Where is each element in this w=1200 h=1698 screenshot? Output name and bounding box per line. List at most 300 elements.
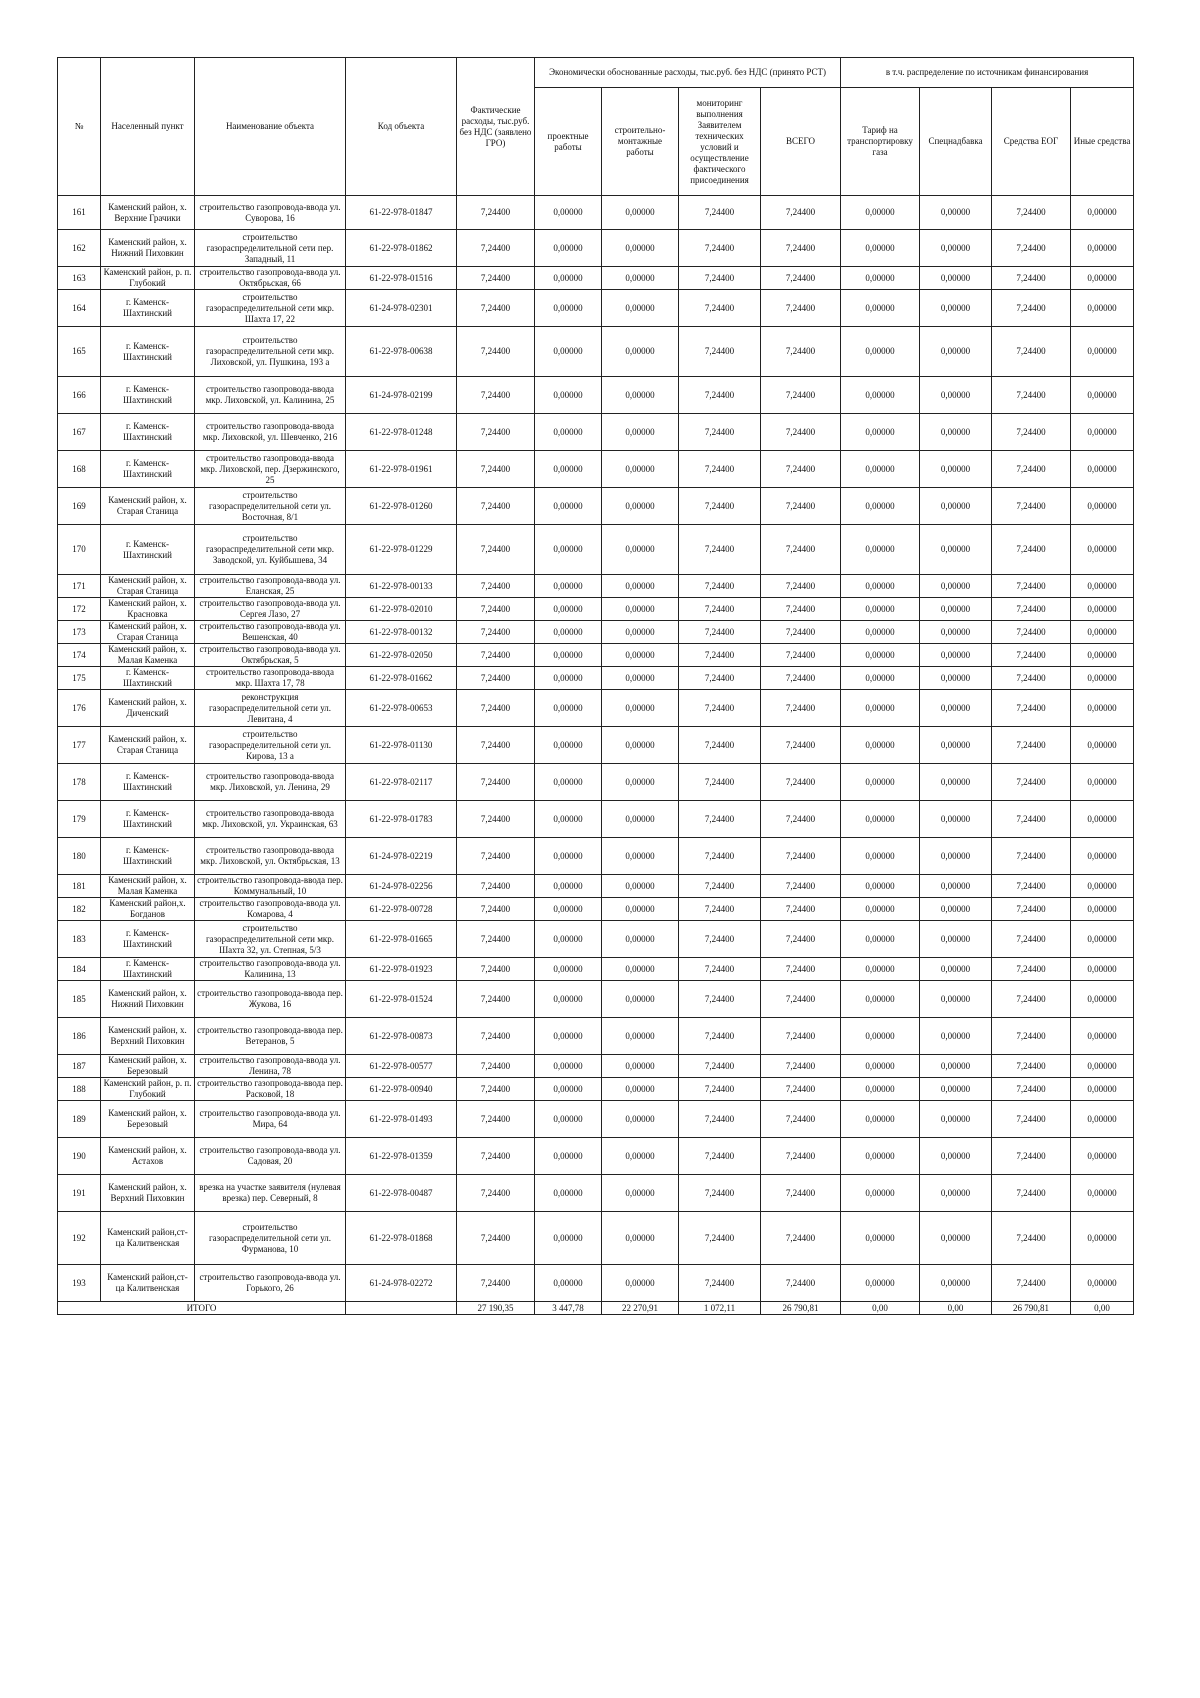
cell-surcharge: 0,00000 — [920, 801, 992, 838]
cell-object-name: строительство газопровода-ввода мкр. Лиховской, ул. Шевченко, 216 — [195, 414, 346, 451]
cell-project: 0,00000 — [535, 327, 602, 377]
header-monitoring: мониторинг выполнения Заявителем технических условий и осуществление фактического присоединения — [679, 88, 761, 196]
cell-other: 0,00000 — [1071, 921, 1134, 958]
cell-tariff: 0,00000 — [841, 230, 920, 267]
header-tariff: Тариф на транспортировку газа — [841, 88, 920, 196]
cell-other: 0,00000 — [1071, 764, 1134, 801]
cell-tariff: 0,00000 — [841, 875, 920, 898]
cell-monitoring: 7,24400 — [679, 1265, 761, 1302]
cell-actual: 7,24400 — [457, 1175, 535, 1212]
cell-actual: 7,24400 — [457, 801, 535, 838]
cell-object-name: строительство газораспределительной сети мкр. Заводской, ул. Куйбышева, 34 — [195, 525, 346, 575]
cell-surcharge: 0,00000 — [920, 875, 992, 898]
cell-project: 0,00000 — [535, 801, 602, 838]
cell-object-code: 61-22-978-02050 — [346, 644, 457, 667]
cell-object-code: 61-22-978-00940 — [346, 1078, 457, 1101]
cell-tariff: 0,00000 — [841, 727, 920, 764]
cell-object-code: 61-24-978-02301 — [346, 290, 457, 327]
totals-other: 0,00 — [1071, 1302, 1134, 1315]
cell-tariff: 0,00000 — [841, 1138, 920, 1175]
cell-monitoring: 7,24400 — [679, 727, 761, 764]
cell-surcharge: 0,00000 — [920, 525, 992, 575]
header-financing-sources-group: в т.ч. распределение по источникам финансирования — [841, 58, 1134, 88]
cell-object-code: 61-24-978-02219 — [346, 838, 457, 875]
cell-actual: 7,24400 — [457, 621, 535, 644]
cell-eog: 7,24400 — [992, 1078, 1071, 1101]
cell-project: 0,00000 — [535, 1078, 602, 1101]
cell-num: 161 — [58, 196, 101, 230]
cell-num: 193 — [58, 1265, 101, 1302]
cell-project: 0,00000 — [535, 1265, 602, 1302]
cell-tariff: 0,00000 — [841, 488, 920, 525]
cell-tariff: 0,00000 — [841, 764, 920, 801]
cell-other: 0,00000 — [1071, 898, 1134, 921]
table-body — [58, 196, 1134, 1302]
cell-total: 7,24400 — [761, 875, 841, 898]
cell-surcharge: 0,00000 — [920, 621, 992, 644]
cell-construction: 0,00000 — [602, 1078, 679, 1101]
cell-construction: 0,00000 — [602, 488, 679, 525]
cell-surcharge: 0,00000 — [920, 898, 992, 921]
cost-table — [57, 57, 1134, 1315]
cell-total: 7,24400 — [761, 1265, 841, 1302]
cell-object-name: строительство газопровода-ввода ул. Садовая, 20 — [195, 1138, 346, 1175]
cell-other: 0,00000 — [1071, 290, 1134, 327]
cell-locality: г. Каменск-Шахтинский — [101, 801, 195, 838]
cell-other: 0,00000 — [1071, 981, 1134, 1018]
cell-project: 0,00000 — [535, 377, 602, 414]
table-row — [58, 488, 1134, 525]
cell-other: 0,00000 — [1071, 727, 1134, 764]
cell-locality: Каменский район,ст-ца Калитвенская — [101, 1212, 195, 1265]
cell-locality: Каменский район, р. п. Глубокий — [101, 267, 195, 290]
cell-project: 0,00000 — [535, 1138, 602, 1175]
cell-total: 7,24400 — [761, 958, 841, 981]
cell-actual: 7,24400 — [457, 196, 535, 230]
cell-other: 0,00000 — [1071, 525, 1134, 575]
cell-monitoring: 7,24400 — [679, 327, 761, 377]
cell-eog: 7,24400 — [992, 327, 1071, 377]
cell-actual: 7,24400 — [457, 525, 535, 575]
cell-num: 162 — [58, 230, 101, 267]
cell-monitoring: 7,24400 — [679, 621, 761, 644]
cell-project: 0,00000 — [535, 196, 602, 230]
cell-num: 192 — [58, 1212, 101, 1265]
cell-locality: Каменский район, х. Березовый — [101, 1101, 195, 1138]
table-row — [58, 875, 1134, 898]
cell-locality: г. Каменск-Шахтинский — [101, 377, 195, 414]
cell-tariff: 0,00000 — [841, 451, 920, 488]
cell-locality: Каменский район,ст-ца Калитвенская — [101, 1265, 195, 1302]
cell-locality: Каменский район, х. Малая Каменка — [101, 644, 195, 667]
table-row — [58, 290, 1134, 327]
cell-actual: 7,24400 — [457, 958, 535, 981]
cell-other: 0,00000 — [1071, 230, 1134, 267]
cell-other: 0,00000 — [1071, 838, 1134, 875]
cell-tariff: 0,00000 — [841, 801, 920, 838]
table-row — [58, 377, 1134, 414]
cell-other: 0,00000 — [1071, 958, 1134, 981]
cell-num: 168 — [58, 451, 101, 488]
table-row — [58, 267, 1134, 290]
cell-construction: 0,00000 — [602, 801, 679, 838]
cell-construction: 0,00000 — [602, 1055, 679, 1078]
cell-locality: г. Каменск-Шахтинский — [101, 414, 195, 451]
cell-num: 184 — [58, 958, 101, 981]
cell-construction: 0,00000 — [602, 690, 679, 727]
cell-total: 7,24400 — [761, 488, 841, 525]
cell-surcharge: 0,00000 — [920, 488, 992, 525]
cell-other: 0,00000 — [1071, 1212, 1134, 1265]
cell-surcharge: 0,00000 — [920, 667, 992, 690]
table-row — [58, 1212, 1134, 1265]
cell-object-code: 61-22-978-01260 — [346, 488, 457, 525]
cell-eog: 7,24400 — [992, 1055, 1071, 1078]
cell-total: 7,24400 — [761, 196, 841, 230]
table-row — [58, 1101, 1134, 1138]
cell-surcharge: 0,00000 — [920, 690, 992, 727]
table-row — [58, 1018, 1134, 1055]
cell-actual: 7,24400 — [457, 1018, 535, 1055]
cell-surcharge: 0,00000 — [920, 727, 992, 764]
cell-surcharge: 0,00000 — [920, 230, 992, 267]
cell-total: 7,24400 — [761, 838, 841, 875]
cell-locality: Каменский район, х. Верхний Пиховкин — [101, 1018, 195, 1055]
cell-total: 7,24400 — [761, 690, 841, 727]
cell-actual: 7,24400 — [457, 838, 535, 875]
cell-object-name: строительство газопровода-ввода ул. Сергея Лазо, 27 — [195, 598, 346, 621]
cell-monitoring: 7,24400 — [679, 414, 761, 451]
cell-construction: 0,00000 — [602, 958, 679, 981]
cell-eog: 7,24400 — [992, 1265, 1071, 1302]
header-total: ВСЕГО — [761, 88, 841, 196]
table-row — [58, 230, 1134, 267]
cell-construction: 0,00000 — [602, 1101, 679, 1138]
cell-object-code: 61-22-978-01868 — [346, 1212, 457, 1265]
cell-project: 0,00000 — [535, 875, 602, 898]
cell-locality: Каменский район, х. Верхние Грачики — [101, 196, 195, 230]
cell-other: 0,00000 — [1071, 598, 1134, 621]
cell-project: 0,00000 — [535, 1018, 602, 1055]
totals-eog: 26 790,81 — [992, 1302, 1071, 1315]
cell-eog: 7,24400 — [992, 598, 1071, 621]
cell-num: 174 — [58, 644, 101, 667]
cell-surcharge: 0,00000 — [920, 1175, 992, 1212]
cell-eog: 7,24400 — [992, 958, 1071, 981]
cell-num: 164 — [58, 290, 101, 327]
cell-surcharge: 0,00000 — [920, 327, 992, 377]
cell-construction: 0,00000 — [602, 727, 679, 764]
cell-monitoring: 7,24400 — [679, 801, 761, 838]
cell-locality: Каменский район, х. Старая Станица — [101, 575, 195, 598]
cell-eog: 7,24400 — [992, 1175, 1071, 1212]
cell-tariff: 0,00000 — [841, 290, 920, 327]
cell-project: 0,00000 — [535, 290, 602, 327]
cell-actual: 7,24400 — [457, 764, 535, 801]
totals-construction: 22 270,91 — [602, 1302, 679, 1315]
cell-total: 7,24400 — [761, 1018, 841, 1055]
cell-project: 0,00000 — [535, 230, 602, 267]
cell-other: 0,00000 — [1071, 690, 1134, 727]
cell-object-name: строительство газораспределительной сети ул. Восточная, 8/1 — [195, 488, 346, 525]
cell-surcharge: 0,00000 — [920, 644, 992, 667]
table-row — [58, 621, 1134, 644]
cell-monitoring: 7,24400 — [679, 488, 761, 525]
cell-locality: г. Каменск-Шахтинский — [101, 958, 195, 981]
cell-object-code: 61-22-978-00638 — [346, 327, 457, 377]
cell-locality: г. Каменск-Шахтинский — [101, 667, 195, 690]
cell-monitoring: 7,24400 — [679, 667, 761, 690]
cell-project: 0,00000 — [535, 525, 602, 575]
cell-actual: 7,24400 — [457, 644, 535, 667]
cell-locality: Каменский район, х. Верхний Пиховкин — [101, 1175, 195, 1212]
cell-object-name: строительство газопровода-ввода мкр. Лиховской, ул. Калинина, 25 — [195, 377, 346, 414]
header-locality: Населенный пункт — [101, 58, 195, 196]
cell-object-code: 61-22-978-01130 — [346, 727, 457, 764]
cell-monitoring: 7,24400 — [679, 690, 761, 727]
cell-surcharge: 0,00000 — [920, 838, 992, 875]
cell-total: 7,24400 — [761, 230, 841, 267]
cell-actual: 7,24400 — [457, 667, 535, 690]
cell-num: 175 — [58, 667, 101, 690]
cell-object-code: 61-24-978-02272 — [346, 1265, 457, 1302]
header-eog-funds: Средства ЕОГ — [992, 88, 1071, 196]
cell-project: 0,00000 — [535, 644, 602, 667]
cell-total: 7,24400 — [761, 801, 841, 838]
cell-construction: 0,00000 — [602, 414, 679, 451]
cell-locality: Каменский район, х. Диченский — [101, 690, 195, 727]
cell-object-code: 61-22-978-00577 — [346, 1055, 457, 1078]
cell-monitoring: 7,24400 — [679, 898, 761, 921]
cell-monitoring: 7,24400 — [679, 921, 761, 958]
cell-num: 165 — [58, 327, 101, 377]
totals-row — [58, 1302, 1134, 1315]
cell-construction: 0,00000 — [602, 327, 679, 377]
cell-total: 7,24400 — [761, 921, 841, 958]
cell-total: 7,24400 — [761, 267, 841, 290]
cell-construction: 0,00000 — [602, 1018, 679, 1055]
cell-object-code: 61-22-978-01493 — [346, 1101, 457, 1138]
table-row — [58, 690, 1134, 727]
cell-actual: 7,24400 — [457, 1265, 535, 1302]
table-row — [58, 838, 1134, 875]
cell-object-name: строительство газопровода-ввода мкр. Лиховской, пер. Дзержинского, 25 — [195, 451, 346, 488]
cell-locality: г. Каменск-Шахтинский — [101, 451, 195, 488]
cell-other: 0,00000 — [1071, 196, 1134, 230]
totals-tariff: 0,00 — [841, 1302, 920, 1315]
totals-code-cell — [346, 1302, 457, 1315]
cell-total: 7,24400 — [761, 598, 841, 621]
cell-monitoring: 7,24400 — [679, 981, 761, 1018]
cell-surcharge: 0,00000 — [920, 1018, 992, 1055]
cell-num: 170 — [58, 525, 101, 575]
table-row — [58, 921, 1134, 958]
cell-num: 181 — [58, 875, 101, 898]
table-row — [58, 667, 1134, 690]
header-object-name: Наименование объекта — [195, 58, 346, 196]
cell-monitoring: 7,24400 — [679, 1138, 761, 1175]
cell-construction: 0,00000 — [602, 451, 679, 488]
cell-actual: 7,24400 — [457, 1055, 535, 1078]
cell-actual: 7,24400 — [457, 290, 535, 327]
cell-object-name: строительство газораспределительной сети мкр. Шахта 17, 22 — [195, 290, 346, 327]
cell-construction: 0,00000 — [602, 921, 679, 958]
cell-object-code: 61-22-978-01862 — [346, 230, 457, 267]
cell-surcharge: 0,00000 — [920, 921, 992, 958]
table-row — [58, 981, 1134, 1018]
cell-tariff: 0,00000 — [841, 598, 920, 621]
cell-other: 0,00000 — [1071, 267, 1134, 290]
cell-monitoring: 7,24400 — [679, 451, 761, 488]
cell-object-code: 61-22-978-01847 — [346, 196, 457, 230]
cell-tariff: 0,00000 — [841, 958, 920, 981]
cell-project: 0,00000 — [535, 488, 602, 525]
cell-total: 7,24400 — [761, 377, 841, 414]
cell-object-name: строительство газопровода-ввода ул. Комарова, 4 — [195, 898, 346, 921]
cell-total: 7,24400 — [761, 1138, 841, 1175]
cell-monitoring: 7,24400 — [679, 525, 761, 575]
cell-tariff: 0,00000 — [841, 921, 920, 958]
cell-locality: Каменский район, р. п. Глубокий — [101, 1078, 195, 1101]
cell-project: 0,00000 — [535, 838, 602, 875]
cell-surcharge: 0,00000 — [920, 598, 992, 621]
cell-tariff: 0,00000 — [841, 1055, 920, 1078]
cell-num: 171 — [58, 575, 101, 598]
cell-actual: 7,24400 — [457, 1212, 535, 1265]
cell-project: 0,00000 — [535, 1212, 602, 1265]
cell-total: 7,24400 — [761, 727, 841, 764]
cell-construction: 0,00000 — [602, 196, 679, 230]
cell-object-name: строительство газопровода-ввода ул. Горького, 26 — [195, 1265, 346, 1302]
cell-actual: 7,24400 — [457, 690, 535, 727]
cell-num: 188 — [58, 1078, 101, 1101]
header-other-funds: Иные средства — [1071, 88, 1134, 196]
cell-construction: 0,00000 — [602, 525, 679, 575]
cell-project: 0,00000 — [535, 267, 602, 290]
cell-monitoring: 7,24400 — [679, 1018, 761, 1055]
cell-construction: 0,00000 — [602, 290, 679, 327]
cell-eog: 7,24400 — [992, 764, 1071, 801]
cell-project: 0,00000 — [535, 981, 602, 1018]
cell-construction: 0,00000 — [602, 621, 679, 644]
table-row — [58, 727, 1134, 764]
cell-object-name: строительство газораспределительной сети мкр. Шахта 32, ул. Степная, 5/3 — [195, 921, 346, 958]
cell-monitoring: 7,24400 — [679, 1078, 761, 1101]
header-economic-costs-group: Экономически обоснованные расходы, тыс.руб. без НДС (принято РСТ) — [535, 58, 841, 88]
cell-tariff: 0,00000 — [841, 575, 920, 598]
cell-construction: 0,00000 — [602, 230, 679, 267]
cell-actual: 7,24400 — [457, 267, 535, 290]
cell-construction: 0,00000 — [602, 1175, 679, 1212]
cell-monitoring: 7,24400 — [679, 598, 761, 621]
totals-surcharge: 0,00 — [920, 1302, 992, 1315]
cell-surcharge: 0,00000 — [920, 1078, 992, 1101]
cell-surcharge: 0,00000 — [920, 1265, 992, 1302]
cell-object-code: 61-22-978-01783 — [346, 801, 457, 838]
cell-num: 189 — [58, 1101, 101, 1138]
cell-project: 0,00000 — [535, 1101, 602, 1138]
cell-locality: г. Каменск-Шахтинский — [101, 290, 195, 327]
cell-other: 0,00000 — [1071, 1018, 1134, 1055]
cell-object-code: 61-22-978-02117 — [346, 764, 457, 801]
cell-total: 7,24400 — [761, 644, 841, 667]
cell-project: 0,00000 — [535, 414, 602, 451]
cell-surcharge: 0,00000 — [920, 575, 992, 598]
cell-object-name: строительство газопровода-ввода ул. Суворова, 16 — [195, 196, 346, 230]
cell-object-code: 61-22-978-02010 — [346, 598, 457, 621]
cell-object-name: строительство газопровода-ввода ул. Октябрьская, 5 — [195, 644, 346, 667]
cell-other: 0,00000 — [1071, 377, 1134, 414]
cell-object-name: строительство газопровода-ввода пер. Расковой, 18 — [195, 1078, 346, 1101]
totals-label: ИТОГО — [58, 1302, 346, 1315]
cell-locality: Каменский район,х. Богданов — [101, 898, 195, 921]
totals-total: 26 790,81 — [761, 1302, 841, 1315]
cell-construction: 0,00000 — [602, 598, 679, 621]
cell-eog: 7,24400 — [992, 644, 1071, 667]
cell-locality: Каменский район, х. Малая Каменка — [101, 875, 195, 898]
cell-object-code: 61-22-978-00133 — [346, 575, 457, 598]
cell-monitoring: 7,24400 — [679, 838, 761, 875]
cell-surcharge: 0,00000 — [920, 981, 992, 1018]
cell-actual: 7,24400 — [457, 875, 535, 898]
cell-surcharge: 0,00000 — [920, 1101, 992, 1138]
table-row — [58, 598, 1134, 621]
cell-object-name: строительство газораспределительной сети ул. Фурманова, 10 — [195, 1212, 346, 1265]
cell-monitoring: 7,24400 — [679, 875, 761, 898]
cell-tariff: 0,00000 — [841, 838, 920, 875]
cell-actual: 7,24400 — [457, 1078, 535, 1101]
cell-tariff: 0,00000 — [841, 690, 920, 727]
cell-num: 177 — [58, 727, 101, 764]
cell-object-code: 61-22-978-01516 — [346, 267, 457, 290]
cell-object-code: 61-22-978-01923 — [346, 958, 457, 981]
cell-actual: 7,24400 — [457, 898, 535, 921]
cell-object-name: строительство газораспределительной сети мкр. Лиховской, ул. Пушкина, 193 а — [195, 327, 346, 377]
cell-construction: 0,00000 — [602, 1265, 679, 1302]
cell-construction: 0,00000 — [602, 838, 679, 875]
header-object-code: Код объекта — [346, 58, 457, 196]
cell-tariff: 0,00000 — [841, 644, 920, 667]
cell-object-name: врезка на участке заявителя (нулевая врезка) пер. Северный, 8 — [195, 1175, 346, 1212]
cell-total: 7,24400 — [761, 1078, 841, 1101]
cell-num: 173 — [58, 621, 101, 644]
cell-total: 7,24400 — [761, 290, 841, 327]
cell-surcharge: 0,00000 — [920, 764, 992, 801]
cell-total: 7,24400 — [761, 621, 841, 644]
cell-project: 0,00000 — [535, 1175, 602, 1212]
cell-object-code: 61-24-978-02199 — [346, 377, 457, 414]
cell-object-code: 61-22-978-00728 — [346, 898, 457, 921]
cell-tariff: 0,00000 — [841, 1265, 920, 1302]
table-row — [58, 1138, 1134, 1175]
cell-eog: 7,24400 — [992, 377, 1071, 414]
cell-project: 0,00000 — [535, 1055, 602, 1078]
cell-project: 0,00000 — [535, 598, 602, 621]
cell-surcharge: 0,00000 — [920, 377, 992, 414]
cell-tariff: 0,00000 — [841, 377, 920, 414]
table-row — [58, 414, 1134, 451]
cell-object-name: строительство газопровода-ввода мкр. Шахта 17, 78 — [195, 667, 346, 690]
cell-construction: 0,00000 — [602, 981, 679, 1018]
cell-object-code: 61-22-978-01524 — [346, 981, 457, 1018]
cell-actual: 7,24400 — [457, 488, 535, 525]
cell-object-code: 61-22-978-01248 — [346, 414, 457, 451]
cell-actual: 7,24400 — [457, 575, 535, 598]
cell-tariff: 0,00000 — [841, 1212, 920, 1265]
cell-eog: 7,24400 — [992, 290, 1071, 327]
cell-surcharge: 0,00000 — [920, 1212, 992, 1265]
cell-object-name: строительство газопровода-ввода ул. Калинина, 13 — [195, 958, 346, 981]
